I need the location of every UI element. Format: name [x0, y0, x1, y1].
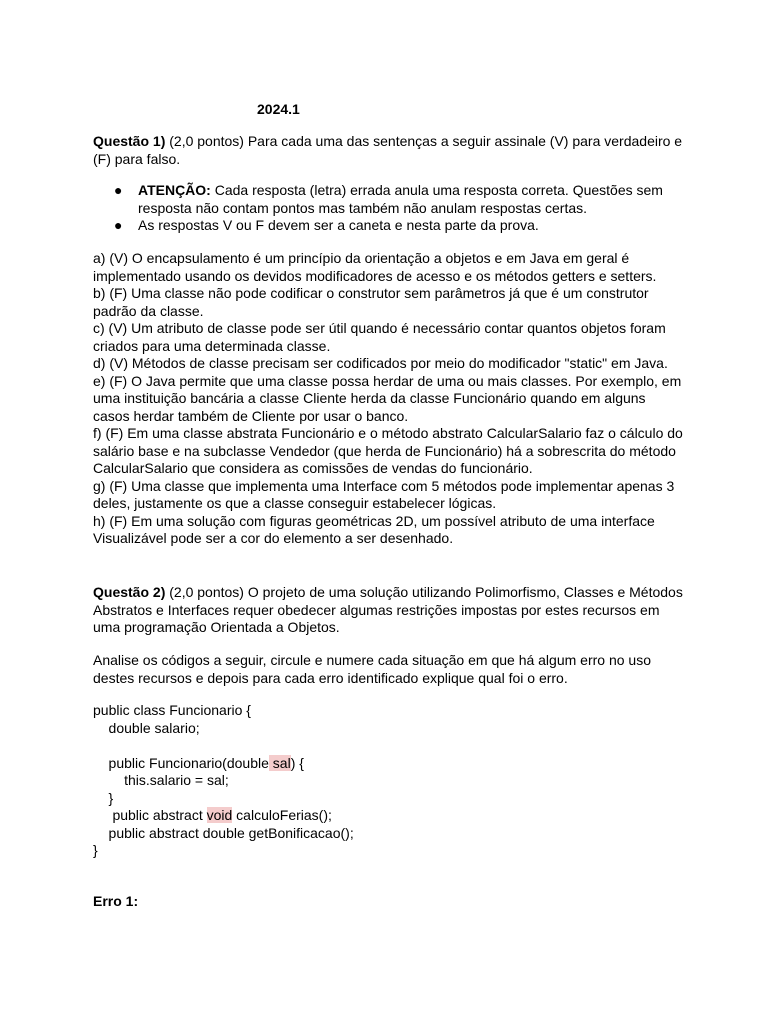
code-line: public abstract double getBonificacao();: [93, 824, 354, 841]
code-listing: [93, 702, 683, 860]
statement-b: b) (F) Uma classe não pode codificar o construtor sem parâmetros já que é um construtor padrão da classe.: [93, 285, 649, 319]
question-1-label: Questão 1): [93, 133, 166, 149]
code-fragment: calculoFerias();: [232, 807, 332, 823]
highlighted-param: sal: [268, 754, 291, 771]
question-2-label: Questão 2): [93, 584, 166, 600]
list-item: [93, 217, 683, 235]
code-fragment: public abstract: [93, 807, 207, 823]
question-1: [93, 133, 683, 168]
statement-e: e) (F) O Java permite que uma classe possa herdar de uma ou mais classes. Por exemplo, em uma instituição bancária a classe Cliente herda da classe Funcionário quando em alguns casos herdar também de Cliente por usar o banco.: [93, 372, 682, 424]
code-fragment: public Funcionario(double: [93, 754, 269, 771]
bullet-icon: ●: [114, 217, 123, 233]
code-fragment: ) {: [290, 754, 304, 771]
code-line: }: [93, 842, 98, 858]
code-line: }: [93, 789, 114, 806]
code-line: this.salario = sal;: [93, 772, 229, 788]
bullet-icon: ●: [114, 182, 123, 198]
statements-list: [93, 250, 683, 548]
code-line: [93, 807, 683, 825]
code-line: double salario;: [93, 719, 200, 736]
list-item: [93, 182, 683, 217]
error-1-label: Erro 1:: [93, 893, 139, 909]
instructions-list: [93, 182, 683, 235]
statement-a: a) (V) O encapsulamento é um princípio da orientação a objetos e em Java em geral é implementado usando os devidos modificadores de acesso e os métodos getters e setters.: [93, 250, 657, 284]
question-1-text: (2,0 pontos) Para cada uma das sentenças a seguir assinale (V) para verdadeiro e (F) para falso.: [93, 133, 683, 167]
statement-h: h) (F) Em uma solução com figuras geométricas 2D, um possível atributo de uma interface Visualizável pode ser a cor do elemento a ser desenhado.: [93, 512, 655, 546]
year-heading: 2024.1: [257, 101, 300, 117]
statement-c: c) (V) Um atributo de classe pode ser útil quando é necessário contar quantos objetos foram criados para uma determinada classe.: [93, 320, 666, 354]
statement-g: g) (F) Uma classe que implementa uma Interface com 5 métodos pode implementar apenas 3 deles, justamente os que a classe conseguir estabelecer lógicas.: [93, 477, 675, 511]
highlighted-return-type: void: [206, 807, 233, 823]
statement-d: d) (V) Métodos de classe precisam ser codificados por meio do modificador "static" em Java.: [93, 355, 668, 371]
analyse-instructions: Analise os códigos a seguir, circule e numere cada situação em que há algum erro no uso destes recursos e depois para cada erro identificado explique qual foi o erro.: [93, 652, 651, 686]
attention-label: ATENÇÃO:: [138, 182, 211, 198]
statement-f: f) (F) Em uma classe abstrata Funcionário e o método abstrato CalcularSalario faz o cálculo do salário base e na subclasse Vendedor (que herda de Funcionário) há a sobrescrita do método CalcularSalario que considera as comissões de vendas do funcionário.: [93, 425, 683, 476]
code-line: [93, 755, 683, 773]
instruction-text: Cada resposta (letra) errada anula uma resposta correta. Questões sem resposta não contam pontos mas também não anulam respostas certas.: [138, 182, 663, 216]
instruction-text: As respostas V ou F devem ser a caneta e nesta parte da prova.: [138, 217, 539, 233]
code-line: [93, 737, 683, 755]
question-2: [93, 584, 683, 637]
code-line: public class Funcionario {: [93, 702, 251, 718]
question-2-text: (2,0 pontos) O projeto de uma solução utilizando Polimorfismo, Classes e Métodos Abstratos e Interfaces requer obedecer algumas restrições impostas por estes recursos em uma programação Orientada a Objetos.: [93, 584, 683, 635]
